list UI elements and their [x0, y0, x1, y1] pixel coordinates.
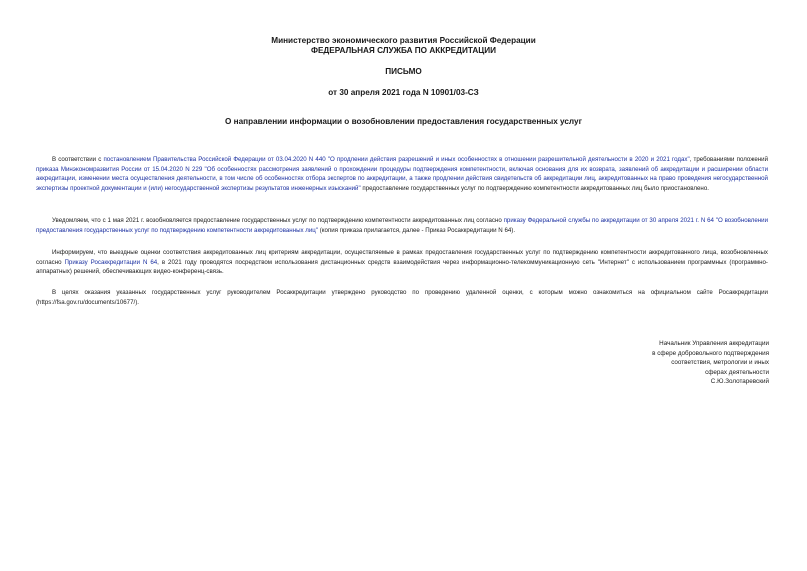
- agency-name: ФЕДЕРАЛЬНАЯ СЛУЖБА ПО АККРЕДИТАЦИИ: [310, 46, 497, 55]
- government-decree-440-link[interactable]: постановлением Правительства Российской Федерации от 03.04.2020 N 440 "О продлении действия разрешений и иных особенностях в отношении разрешительной деятельности в 2020 и 2021 годах": [103, 156, 690, 163]
- signature-line-2: в сфере добровольного подтверждения: [652, 349, 769, 357]
- paragraph-4: [36, 288, 768, 307]
- fsa-order-64-link-2[interactable]: Приказу Росаккредитации N 64: [64, 258, 158, 266]
- document-type: ПИСЬМО: [385, 67, 422, 76]
- signature-line-3: соответствия, метрологии и иных: [671, 359, 769, 367]
- fsa-order-64-link[interactable]: приказу Федеральной службы по аккредитации от 30 апреля 2021 г. N 64 "О возобновлении предоставления государственных услуг по подтверждению компетентности аккредитованных лиц": [36, 217, 768, 234]
- paragraph-3: [36, 248, 768, 277]
- signature-line-4: сферах деятельности: [705, 368, 769, 376]
- paragraph-2: [36, 216, 768, 235]
- signature-block: [652, 339, 769, 387]
- paragraph-3-text-1: Информируем, что выездные оценки соответствия аккредитованных лиц критериям аккредитации, осуществляемые в рамках предоставления государственных услуг по подтверждению компетентности аккредитованного лица, возобновленных согласно: [36, 249, 768, 266]
- ministry-order-229-link[interactable]: приказа Минэкономразвития России от 15.04.2020 N 229 "Об особенностях рассмотрения заявлений о прохождении процедуры подтверждения компетентности, включая основания для их возврата, заявлений об аккредитации и расширении области аккредитации, изменении места осуществления деятельности, в том числе об особенностях отбора экспертов по аккредитации, а также продлении действия свидетельств об аккредитации лиц, аккредитованных на право проведения негосударственной экспертизы проектной документации и (или) негосударственной экспертизы результатов инженерных изысканий": [36, 165, 768, 192]
- signature-line-1: Начальник Управления аккредитации: [659, 340, 769, 347]
- document-subject: О направлении информации о возобновлении предоставления государственных услуг: [224, 117, 582, 126]
- ministry-name: Министерство экономического развития Российской Федерации: [271, 36, 536, 45]
- document-date-number: от 30 апреля 2021 года N 10901/03-СЗ: [328, 88, 479, 97]
- paragraph-2-text-2: (копия приказа прилагается, далее - Приказ Росаккредитации N 64).: [318, 226, 516, 234]
- paragraph-1-text-1: В соответствии с: [52, 156, 104, 163]
- paragraph-3-text-2: , в 2021 году проводятся посредством использования дистанционных средств взаимодействия через информационно-телекоммуникационную сеть "Интернет" с использованием программных (программно-аппаратных) решений, обеспечивающих видео-конференц-связь.: [36, 258, 768, 276]
- paragraph-4-text-1: В целях оказания указанных государственных услуг руководителем Росаккредитации утверждено руководство по проведению удаленной оценки, с которым можно ознакомиться на официальном сайте Росаккредитации (https://fsa.gov.ru/documents/10677/).: [36, 289, 768, 306]
- paragraph-1-text-3: предоставление государственных услуг по подтверждению компетентности аккредитованных лиц было приостановлено.: [360, 184, 709, 192]
- paragraph-2-text-1: Уведомляем, что с 1 мая 2021 г. возобновляется предоставление государственных услуг по подтверждению компетентности аккредитованных лиц согласно: [52, 217, 504, 224]
- paragraph-1-text-2: , требованиями положений: [689, 156, 769, 163]
- signatory-name: С.Ю.Золотаревский: [710, 378, 769, 386]
- paragraph-1: [36, 155, 768, 193]
